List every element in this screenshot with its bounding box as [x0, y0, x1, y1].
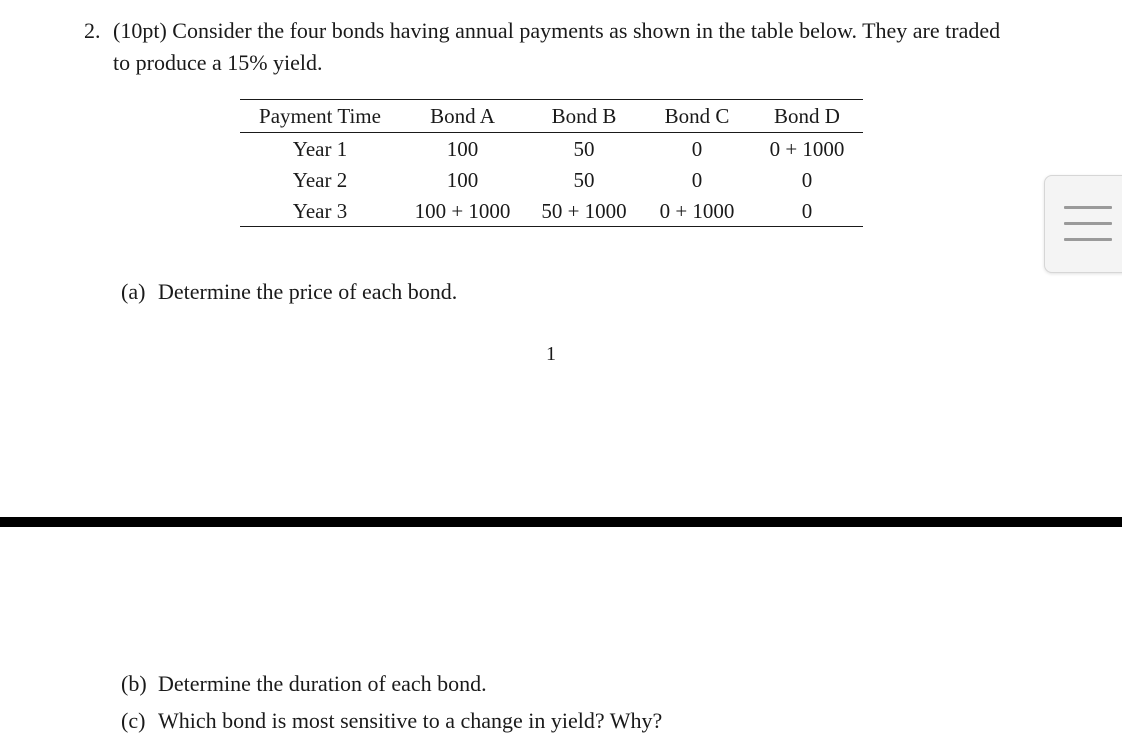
- header-bond-c: Bond C: [664, 104, 730, 128]
- part-a-label: (a): [121, 279, 146, 304]
- table-cell: 50 + 1000: [541, 198, 627, 223]
- part-b-text: Determine the duration of each bond.: [158, 671, 487, 696]
- page-number: 1: [546, 343, 556, 365]
- header-bond-b: Bond B: [551, 104, 617, 128]
- table-row: [240, 133, 863, 165]
- question-text-line-2: to produce a 15% yield.: [113, 50, 323, 75]
- table-cell: 0: [801, 167, 813, 192]
- table-cell: 0: [691, 136, 703, 161]
- table-row: [240, 195, 863, 227]
- part-c-label: (c): [121, 708, 146, 733]
- table-cell: 100 + 1000: [414, 198, 511, 223]
- header-bond-a: Bond A: [430, 104, 495, 128]
- part-a: [121, 279, 457, 305]
- question-number: 2.: [84, 18, 101, 43]
- table-header-row: [240, 100, 863, 133]
- table-cell: 0 + 1000: [769, 136, 845, 161]
- table-cell: 100: [446, 136, 479, 161]
- menu-button[interactable]: [1044, 175, 1122, 273]
- header-bond-d: Bond D: [774, 104, 840, 128]
- part-b-label: (b): [121, 671, 147, 696]
- table-cell: Year 3: [292, 198, 348, 223]
- table-cell: Year 1: [292, 136, 348, 161]
- page-divider: [0, 517, 1122, 527]
- part-c-text: Which bond is most sensitive to a change in yield? Why?: [158, 708, 663, 733]
- bond-payments-table: [240, 99, 863, 227]
- part-b: [121, 671, 487, 697]
- table-cell: 0: [691, 167, 703, 192]
- table-cell: 100: [446, 167, 479, 192]
- part-a-text: Determine the price of each bond.: [158, 279, 458, 304]
- part-c: [121, 708, 662, 734]
- header-payment-time: Payment Time: [259, 104, 381, 128]
- hamburger-menu-icon: [1064, 206, 1112, 242]
- table-cell: 50: [573, 136, 595, 161]
- question-text-line-1: (10pt) Consider the four bonds having annual payments as shown in the table below. They are traded: [113, 18, 1001, 43]
- table-cell: 50: [573, 167, 595, 192]
- table-row: [240, 164, 863, 195]
- table-cell: Year 2: [292, 167, 348, 192]
- table-cell: 0 + 1000: [659, 198, 735, 223]
- table-cell: 0: [801, 198, 813, 223]
